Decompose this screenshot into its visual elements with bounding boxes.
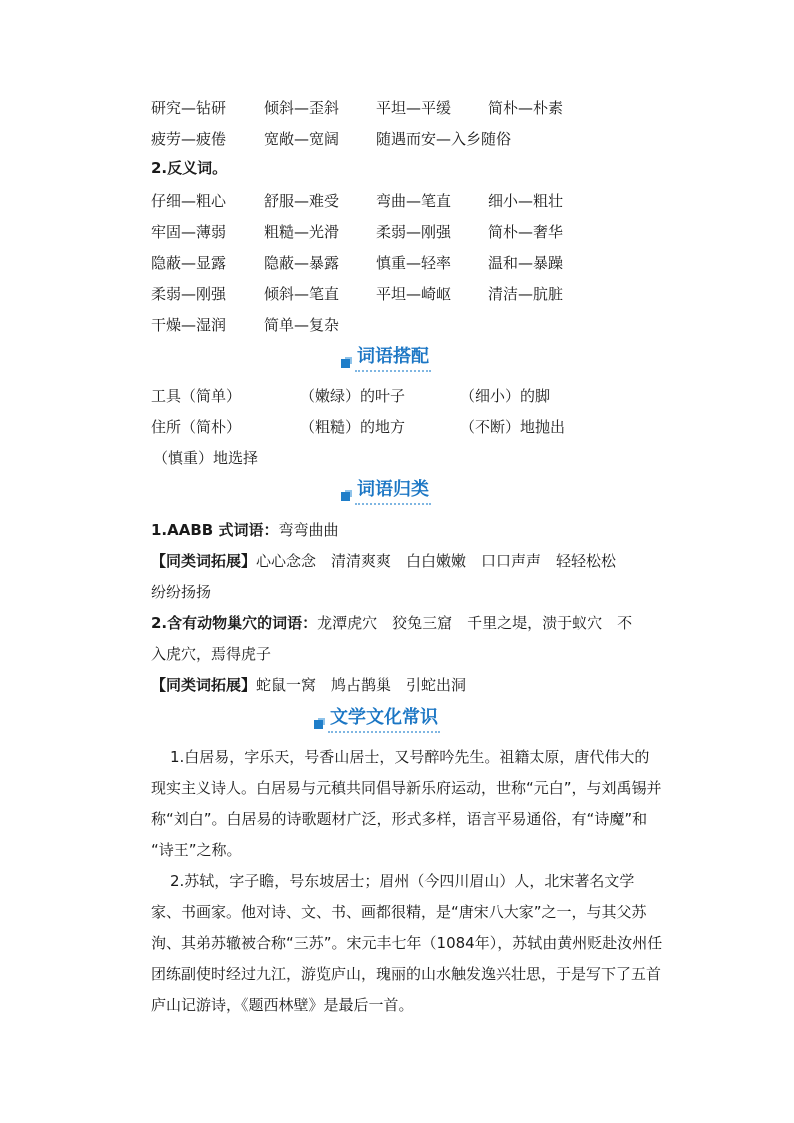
- word-pair: 简朴—奢华: [488, 223, 564, 241]
- word-pair: 随遇而安—入乡随俗: [376, 130, 512, 148]
- extension-value: 心心念念 清清爽爽 白白嫩嫩 口口声声 轻轻松松: [256, 552, 617, 570]
- paragraph-line: 庐山记游诗，《题西林壁》是最后一首。: [151, 996, 414, 1014]
- word-pair: 疲劳—疲倦: [151, 130, 227, 148]
- section-title: 词语搭配: [355, 345, 431, 372]
- extension-value: 蛇鼠一窝 鸠占鹊巢 引蛇出洞: [256, 676, 467, 694]
- pairing-item: （粗糙）的地方: [300, 418, 406, 436]
- word-pair: 简朴—朴素: [488, 99, 564, 117]
- word-pair: 隐蔽—显露: [151, 254, 227, 272]
- word-pair: 细小—粗壮: [488, 192, 564, 210]
- aabb-line: [151, 520, 338, 540]
- literature-paragraph-1: [151, 742, 662, 866]
- word-pair: 慎重—轻率: [376, 254, 452, 272]
- word-pair: 弯曲—笔直: [376, 192, 452, 210]
- word-pair: 平坦—平缓: [376, 99, 452, 117]
- word-pair: 隐蔽—暴露: [264, 254, 340, 272]
- word-pair: 干燥—湿润: [151, 316, 227, 334]
- animal-line: [151, 613, 632, 633]
- word-pair: 清洁—肮脏: [488, 285, 564, 303]
- paragraph-line: 团练副使时经过九江，游览庐山，瑰丽的山水触发逸兴壮思，于是写下了五首: [151, 965, 662, 983]
- pairing-item: （细小）的脚: [460, 387, 551, 405]
- word-pair: 倾斜—笔直: [264, 285, 340, 303]
- extension-line-cont: 纷纷扬扬: [151, 583, 212, 601]
- paragraph-line: 2.苏轼，字子瞻，号东坡居士；眉州（今四川眉山）人，北宋著名文学: [170, 872, 635, 890]
- word-pair: 粗糙—光滑: [264, 223, 340, 241]
- aabb-value: 弯弯曲曲: [278, 521, 339, 539]
- extension-line: [151, 675, 466, 695]
- word-pair: 研究—钻研: [151, 99, 227, 117]
- paragraph-line: 称“刘白”。白居易的诗歌题材广泛，形式多样，语言平易通俗，有“诗魔”和: [151, 810, 648, 828]
- pairing-item: 工具（简单）: [151, 387, 242, 405]
- section-header-category: [341, 479, 431, 505]
- section-title: 词语归类: [355, 478, 431, 505]
- word-pair: 简单—复杂: [264, 316, 340, 334]
- word-pair: 仔细—粗心: [151, 192, 227, 210]
- word-pair: 倾斜—歪斜: [264, 99, 340, 117]
- word-pair: 牢固—薄弱: [151, 223, 227, 241]
- paragraph-line: “诗王”之称。: [151, 841, 242, 859]
- pairing-item: （嫩绿）的叶子: [300, 387, 406, 405]
- section-title: 文学文化常识: [328, 706, 440, 733]
- antonyms-title: 2.反义词。: [151, 159, 228, 177]
- animal-line-cont: 入虎穴，焉得虎子: [151, 645, 272, 663]
- paragraph-line: 1.白居易，字乐天，号香山居士，又号醉吟先生。祖籍太原，唐代伟大的: [170, 748, 650, 766]
- extension-line: [151, 551, 616, 571]
- paragraph-line: 洵、其弟苏辙被合称“三苏”。宋元丰七年（1084年），苏轼由黄州贬赴汝州任: [151, 934, 663, 952]
- section-marker-icon: [314, 720, 323, 729]
- paragraph-line: 现实主义诗人。白居易与元稹共同倡导新乐府运动，世称“元白”，与刘禹锡并: [151, 779, 662, 797]
- extension-label: 【同类词拓展】: [151, 676, 257, 694]
- paragraph-line: 家、书画家。他对诗、文、书、画都很精，是“唐宋八大家”之一，与其父苏: [151, 903, 647, 921]
- section-marker-icon: [341, 359, 350, 368]
- section-header-literature: [314, 707, 440, 733]
- pairing-item: （慎重）地选择: [153, 449, 259, 467]
- pairing-item: 住所（简朴）: [151, 418, 242, 436]
- word-pair: 平坦—崎岖: [376, 285, 452, 303]
- section-header-pairing: [341, 346, 431, 372]
- word-pair: 温和—暴躁: [488, 254, 564, 272]
- word-pair: 柔弱—刚强: [151, 285, 227, 303]
- animal-label: 2.含有动物巢穴的词语：: [151, 614, 318, 632]
- word-pair: 舒服—难受: [264, 192, 340, 210]
- aabb-label: 1.AABB 式词语：: [151, 521, 279, 539]
- animal-value: 龙潭虎穴 狡兔三窟 千里之堤，溃于蚁穴 不: [317, 614, 633, 632]
- section-marker-icon: [341, 492, 350, 501]
- literature-paragraph-2: [151, 866, 662, 1021]
- pairing-item: （不断）地抛出: [460, 418, 566, 436]
- word-pair: 柔弱—刚强: [376, 223, 452, 241]
- word-pair: 宽敞—宽阔: [264, 130, 340, 148]
- extension-label: 【同类词拓展】: [151, 552, 257, 570]
